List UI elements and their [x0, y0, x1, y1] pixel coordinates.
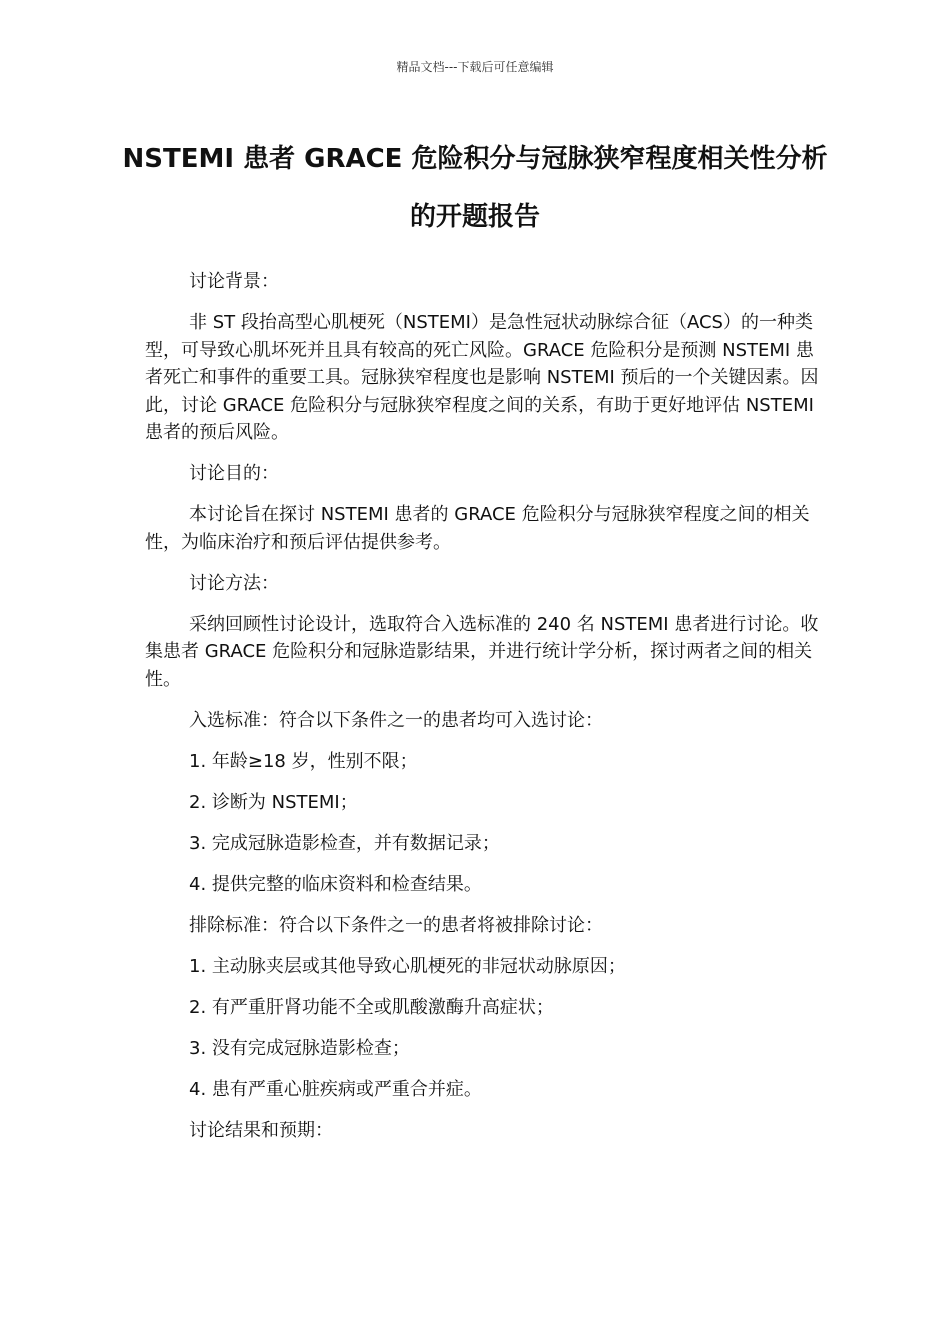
exclusion-item: 1. 主动脉夹层或其他导致心肌梗死的非冠状动脉原因；	[189, 955, 626, 977]
inclusion-item: 4. 提供完整的临床资料和检查结果。	[189, 873, 482, 895]
document-title: NSTEMI 患者 GRACE 危险积分与冠脉狭窄程度相关性分析的开题报告	[122, 144, 828, 232]
heading-purpose: 讨论目的：	[189, 463, 279, 484]
heading-method: 讨论方法：	[189, 572, 279, 594]
heading-results: 讨论结果和预期：	[189, 1119, 333, 1141]
header-note: 精品文档---下载后可任意编辑	[396, 60, 554, 74]
inclusion-item: 2. 诊断为 NSTEMI；	[189, 791, 358, 813]
paragraph-background: 非 ST 段抬高型心肌梗死（NSTEMI）是急性冠状动脉综合征（ACS）的一种类型，可导致心肌坏死并且具有较高的死亡风险。GRACE 危险积分是预测 NSTEMI 患者死亡和事件的重要工具。冠脉狭窄程度也是影响 NSTEMI 预后的一个关键因素。因此，讨论 GRACE 危险积分与冠脉狭窄程度之间的关系，有助于更好地评估 NSTEMI 患者的预后风险。	[145, 312, 819, 443]
paragraph-method: 采纳回顾性讨论设计，选取符合入选标准的 240 名 NSTEMI 患者进行讨论。收集患者 GRACE 危险积分和冠脉造影结果，并进行统计学分析，探讨两者之间的相关性。	[145, 613, 819, 690]
inclusion-item: 1. 年龄≥18 岁，性别不限；	[189, 750, 418, 772]
document-body	[145, 268, 820, 1158]
exclusion-item: 3. 没有完成冠脉造影检查；	[189, 1037, 410, 1059]
paragraph-purpose: 本讨论旨在探讨 NSTEMI 患者的 GRACE 危险积分与冠脉狭窄程度之间的相关性，为临床治疗和预后评估提供参考。	[145, 504, 810, 553]
inclusion-criteria-heading: 入选标准：符合以下条件之一的患者均可入选讨论：	[189, 709, 603, 731]
heading-background: 讨论背景：	[189, 271, 279, 292]
exclusion-criteria-heading: 排除标准：符合以下条件之一的患者将被排除讨论：	[189, 914, 603, 936]
exclusion-item: 2. 有严重肝肾功能不全或肌酸激酶升高症状；	[189, 996, 554, 1018]
exclusion-item: 4. 患有严重心脏疾病或严重合并症。	[189, 1078, 482, 1100]
inclusion-item: 3. 完成冠脉造影检查，并有数据记录；	[189, 832, 500, 854]
